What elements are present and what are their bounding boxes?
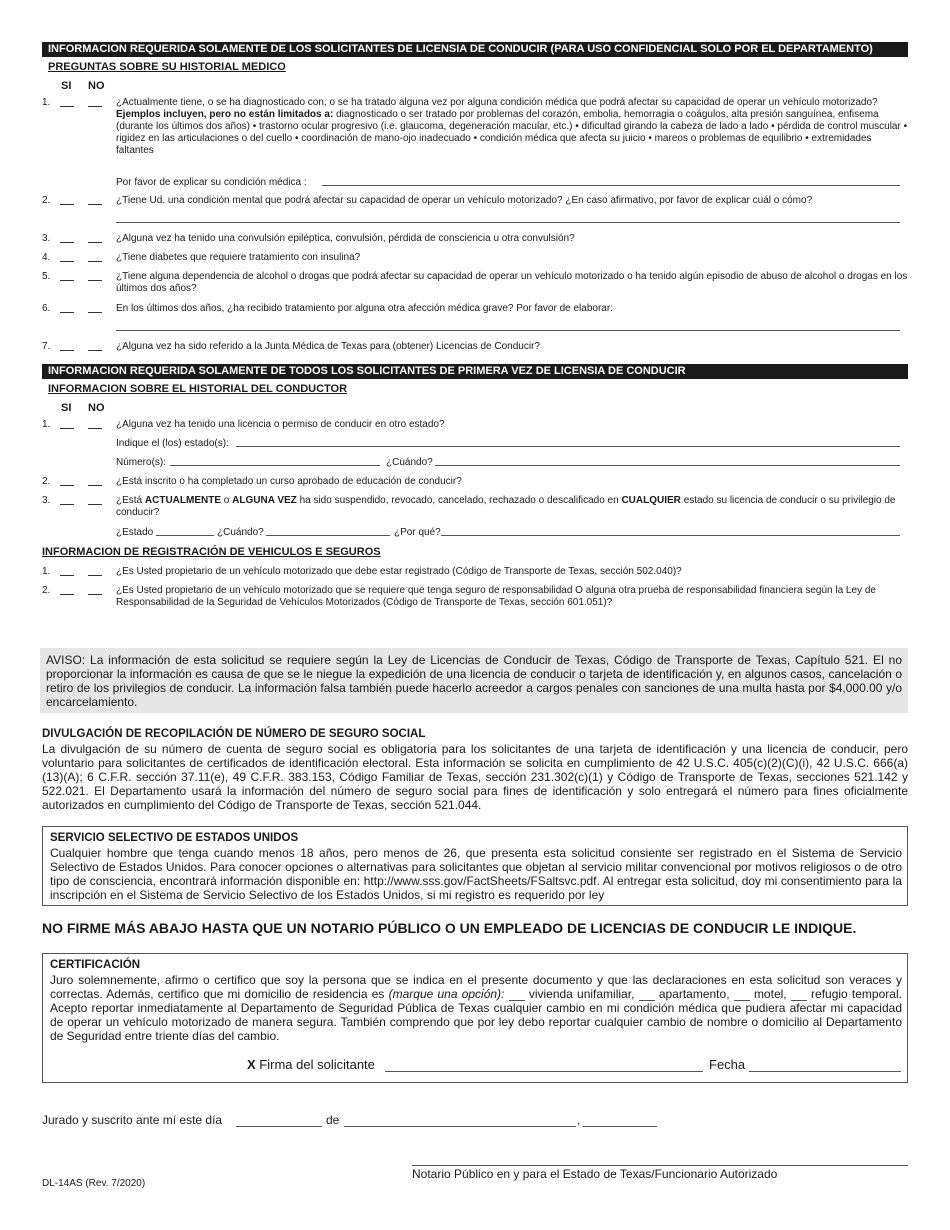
question-text: ¿Está inscrito o ha completado un curso aprobado de educación de conducir? (116, 476, 462, 487)
selective-text: Cualquier hombre que tenga cuando menos 18 años, pero menos de 26, que presenta esta solicitud consiente ser registrado en el Sistema de Servicio Selectivo de Estados Unidos. Para conocer opciones o alternativas para solicitantes que objetan al servicio militar convencional por motivos religiosos o de otro tipo de consciencia, encontrará información disponible en: http://www.sss.gov/FactSheets/FSaltsvc.pdf. Al entregar esta solicitud, doy mi consentimiento para la inscripción en el Sistema de Servicio Selectivo de los Estados Unidos, si mi registro es requerido por ley (50, 846, 902, 902)
states-label: Indique el (los) estado(s): (116, 438, 229, 449)
sworn-comma: , (577, 1113, 581, 1127)
question-text: ¿Tiene Ud. una condición mental que podrá afectar su capacidad de operar un vehículo motorizado? ¿En caso afirmativo, por favor de explicar cuál o cómo? (116, 195, 813, 206)
sworn-day-line[interactable] (236, 1126, 322, 1127)
residence-option-2-blank[interactable] (639, 991, 655, 1001)
no-column-header: NO (88, 402, 105, 414)
residence-option-2: apartamento, (658, 987, 730, 1001)
numbers-label: Número(s): (116, 457, 167, 468)
notary-label: Notario Público en y para el Estado de Texas/Funcionario Autorizado (412, 1167, 778, 1181)
residence-option-3-blank[interactable] (734, 991, 750, 1001)
states-line[interactable] (236, 446, 900, 447)
question-number: 6. (42, 303, 51, 314)
sworn-year-line[interactable] (583, 1126, 657, 1127)
residence-instruction: (marque una opción): (388, 987, 505, 1001)
q3-text-c: o (223, 495, 230, 506)
state-line[interactable] (156, 535, 214, 536)
sworn-de: de (326, 1113, 340, 1127)
yes-blank[interactable] (60, 504, 74, 505)
question-number: 4. (42, 252, 51, 263)
question-text: ¿Alguna vez ha tenido una convulsión epiléptica, convulsión, pérdida de consciencia u otra convulsión? (116, 233, 575, 244)
no-blank[interactable] (88, 485, 102, 486)
date-label: Fecha (709, 1057, 746, 1072)
numbers-line[interactable] (170, 465, 380, 466)
question-number: 3. (42, 233, 51, 244)
x-mark: X (247, 1057, 256, 1072)
yes-blank[interactable] (60, 106, 74, 107)
q3-text-a: ¿Está (116, 495, 143, 506)
signature-line[interactable] (385, 1071, 703, 1072)
do-not-sign-warning: NO FIRME MÁS ABAJO HASTA QUE UN NOTARIO PÚBLICO O UN EMPLEADO DE LICENCIAS DE CONDUCIR LE INDIQUE. (42, 920, 857, 936)
yes-blank[interactable] (60, 242, 74, 243)
why-label: ¿Por qué? (394, 527, 441, 538)
certification-box (42, 953, 908, 1083)
q3-emphasis-ever: ALGUNA VEZ (232, 495, 297, 506)
no-column-header: NO (88, 80, 105, 92)
yes-blank[interactable] (60, 485, 74, 486)
question-number: 1. (42, 566, 51, 577)
signature-label: Firma del solicitante (259, 1057, 375, 1072)
medical-explain-line[interactable] (322, 185, 900, 186)
q3-text-g: estado su licencia de conducir o su privilegio de conducir? (116, 495, 896, 518)
question-number: 2. (42, 585, 51, 596)
question-number: 2. (42, 195, 51, 206)
yes-blank[interactable] (60, 261, 74, 262)
vehicle-heading: INFORMACION DE REGISTRACIÓN DE VEHICULOS E SEGUROS (42, 546, 381, 558)
state-label: ¿Estado (116, 527, 154, 538)
yes-blank[interactable] (60, 312, 74, 313)
medical-q2-answer-line[interactable] (116, 222, 900, 223)
when2-label: ¿Cuándo? (217, 527, 264, 538)
no-blank[interactable] (88, 261, 102, 262)
yes-blank[interactable] (60, 575, 74, 576)
no-blank[interactable] (88, 242, 102, 243)
no-blank[interactable] (88, 350, 102, 351)
q3-text-e: ha sido suspendido, revocado, cancelado, rechazado o descalificado en (299, 495, 619, 506)
selective-title: SERVICIO SELECTIVO DE ESTADOS UNIDOS (50, 832, 299, 844)
form-id: DL-14AS (Rev. 7/2020) (42, 1178, 146, 1189)
no-blank[interactable] (88, 428, 102, 429)
yes-blank[interactable] (60, 280, 74, 281)
yes-blank[interactable] (60, 204, 74, 205)
question-text: ¿Alguna vez ha sido referido a la Junta Médica de Texas para (obtener) Licencias de Conducir? (116, 341, 540, 352)
no-blank[interactable] (88, 280, 102, 281)
question-text: ¿Es Usted propietario de un vehículo motorizado que debe estar registrado (Código de Transporte de Texas, sección 502.040)? (116, 566, 682, 577)
yes-blank[interactable] (60, 594, 74, 595)
question-number: 1. (42, 97, 51, 108)
question-text: En los últimos dos años, ¿ha recibido tratamiento por alguna otra afección médica grave? Por favor de elaborar: (116, 303, 613, 314)
sworn-label: Jurado y suscrito ante mí este día (42, 1113, 223, 1127)
residence-option-1: vivienda unifamiliar, (528, 987, 635, 1001)
question-text: ¿Actualmente tiene, o se ha diagnosticado con, o se ha tratado alguna vez por alguna condición médica que podrá afectar su capacidad de operar un vehículo motorizado? (116, 97, 878, 108)
when2-line[interactable] (266, 535, 390, 536)
when-line[interactable] (435, 465, 900, 466)
q3-emphasis-any: CUALQUIER (621, 495, 681, 506)
certification-text (50, 973, 902, 1043)
ssn-text: La divulgación de su número de cuenta de seguro social es obligatoria para los solicitantes de una tarjeta de identificación y una licencia de conducir, pero voluntario para solicitantes de certificados de identificación electoral. Esta información se solicita en cumplimiento de 42 U.S.C. 405(c)(2)(C)(i), 42 U.S.C. 666(a)(13)(A); 6 C.F.R. sección 37.11(e), 49 C.F.R. 383.153, Código Familiar de Texas, sección 231.302(c)(1) y Código de Transporte de Texas, secciones 521.142 y 522.021. El Departamento usará la información del número de seguro social para fines de identificación y solo entregará el número para fines oficialmente autorizados en cumplimiento del Código de Transporte de Texas, sección 521.044. (42, 742, 908, 812)
yes-blank[interactable] (60, 350, 74, 351)
medical-explain-label: Por favor de explicar su condición médica : (116, 177, 307, 188)
selective-service-box (42, 826, 908, 906)
residence-option-4-blank[interactable] (791, 991, 807, 1001)
yes-column-header: SI (61, 402, 72, 414)
no-blank[interactable] (88, 504, 102, 505)
question-number: 1. (42, 419, 51, 430)
no-blank[interactable] (88, 312, 102, 313)
question-text: ¿Es Usted propietario de un vehículo motorizado que se requiere que tenga seguro de responsabilidad O alguna otra prueba de responsabilidad financiera según la Ley de Responsabilidad de la Seguridad de Vehículos Motorizados (Código de Transporte de Texas, sección 601.051)? (116, 585, 876, 608)
question-text: ¿Alguna vez ha tenido una licencia o permiso de conducir en otro estado? (116, 419, 445, 430)
examples-text: diagnosticado o ser tratado por problemas del corazón, embolia, hemorragia o coágulos, alta presión sanguínea, enfisema (durante los últimos dos años) • trastorno ocular progresivo (i.e. glaucoma, degeneración macular, etc.) • dificultad girando la cabeza de lado a lado • pérdida de control muscular • rigidez en las articulaciones o del cuello • coordinación de mano-ojo inadecuado • condición médica que afecta su juicio • mareos o problemas de equilibrio • extremidades faltantes (116, 109, 908, 156)
signature-row (247, 1057, 375, 1072)
question-text: ¿Tiene diabetes que requiere tratamiento con insulina? (116, 252, 361, 263)
sworn-month-line[interactable] (344, 1126, 576, 1127)
question-number: 5. (42, 271, 51, 282)
question-number: 3. (42, 495, 51, 506)
driver-section-bar: INFORMACION REQUERIDA SOLAMENTE DE TODOS LOS SOLICITANTES DE PRIMERA VEZ DE LICENSIA DE CONDUCIR (42, 364, 908, 379)
yes-blank[interactable] (60, 428, 74, 429)
residence-option-4: refugio temporal. (811, 987, 902, 1001)
question-number: 2. (42, 476, 51, 487)
medical-heading: PREGUNTAS SOBRE SU HISTORIAL MEDICO (48, 61, 286, 73)
certification-text-1: Juro solemnemente, afirmo o certifico que soy la persona que se indica en el presente documento y que las declaraciones en esta solicitud son veraces y correctas. Además, certifico que mi domicilio de residencia es (50, 973, 902, 1001)
no-blank[interactable] (88, 204, 102, 205)
why-line[interactable] (441, 535, 900, 536)
when-label: ¿Cuándo? (386, 457, 433, 468)
examples-label: Ejemplos incluyen, pero no están limitados a: (116, 109, 334, 120)
question-text: ¿Tiene alguna dependencia de alcohol o drogas que podrá afectar su capacidad de operar un vehículo motorizado o ha tenido algún episodio de abuso de alcohol o drogas en los últimos dos años? (116, 271, 908, 294)
q3-emphasis-currently: ACTUALMENTE (144, 495, 222, 506)
no-blank[interactable] (88, 575, 102, 576)
no-blank[interactable] (88, 106, 102, 107)
date-line[interactable] (749, 1071, 901, 1072)
residence-option-1-blank[interactable] (509, 991, 525, 1001)
medical-q6-answer-line[interactable] (116, 330, 900, 331)
question-text (116, 495, 908, 519)
ssn-title: DIVULGACIÓN DE RECOPILACIÓN DE NÚMERO DE SEGURO SOCIAL (42, 728, 426, 740)
no-blank[interactable] (88, 594, 102, 595)
question-number: 7. (42, 341, 51, 352)
certification-title: CERTIFICACIÓN (50, 959, 141, 971)
notary-signature-line[interactable] (412, 1165, 908, 1166)
yes-column-header: SI (61, 80, 72, 92)
driver-heading: INFORMACION SOBRE EL HISTORIAL DEL CONDUCTOR (48, 383, 348, 395)
medical-section-bar: INFORMACION REQUERIDA SOLAMENTE DE LOS SOLICITANTES DE LICENSIA DE CONDUCIR (PARA USO CONFIDENCIAL SOLO POR EL DEPARTAMENTO) (42, 42, 908, 57)
aviso-notice: AVISO: La información de esta solicitud se requiere según la Ley de Licencias de Conducir de Texas, Código de Transporte de Texas, Capítulo 521. El no proporcionar la información es causa de que se le niegue la expedición de una licencia de conducir o tarjeta de identificación y, en algunos casos, cancelación o retiro de los privilegios de conducir. La información falsa también puede hacerlo acreedor a cargos penales con sanciones de una multa hasta por $4,000.00 y/o encarcelamiento. (40, 648, 908, 713)
residence-option-3: motel, (753, 987, 787, 1001)
certification-text-2: Acepto reportar inmediatamente al Departamento de Seguridad Pública de Texas cualquier cambio en mi condición médica que pudiera afectar mi capacidad de operar un vehículo motorizado de manera segura. También comprendo que por ley debo reportar cualquier cambio de nombre o domicilio al Departamento de Seguridad entre triente días del cambio. (50, 1001, 902, 1043)
